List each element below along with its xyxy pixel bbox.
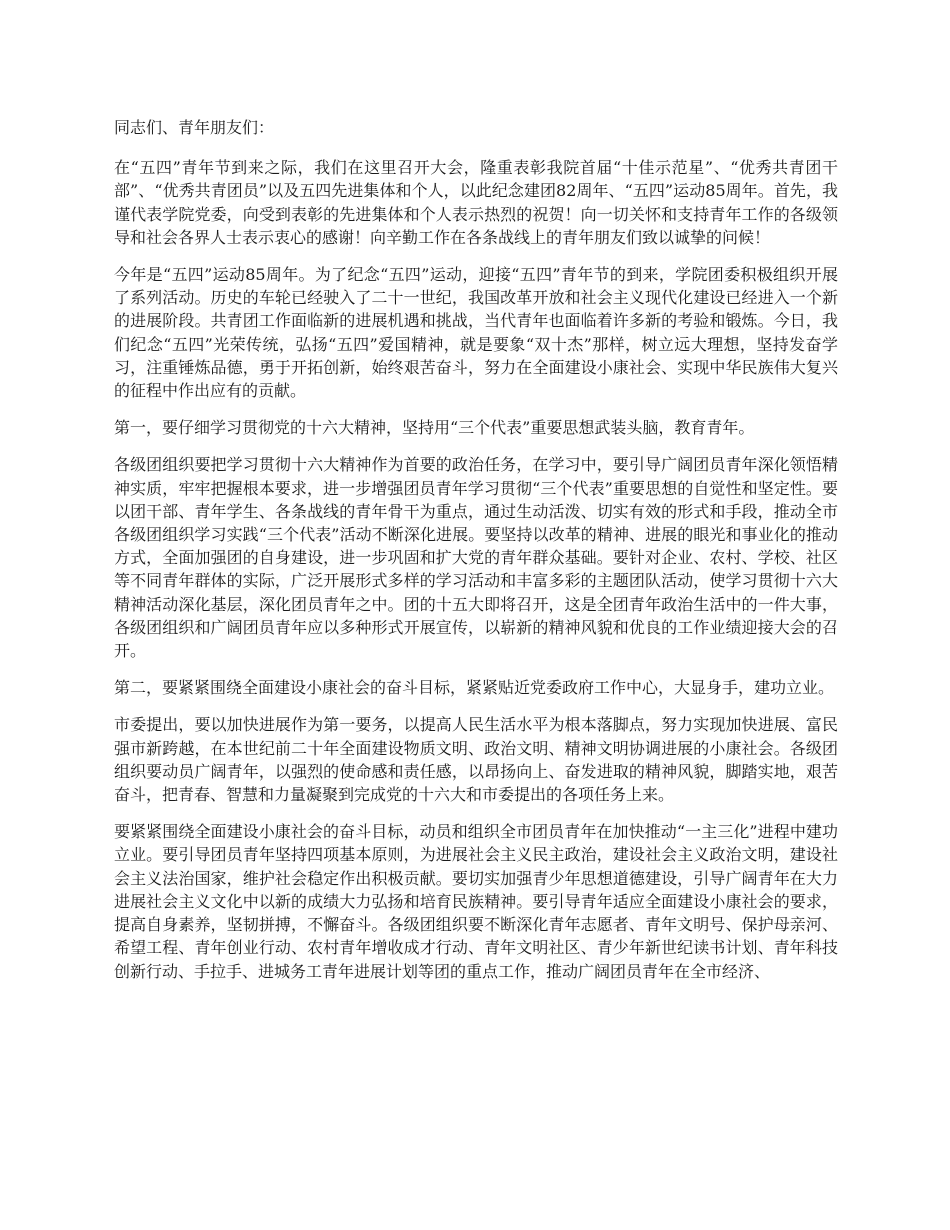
paragraph-5: 第二，要紧紧围绕全面建设小康社会的奋斗目标，紧紧贴近党委政府工作中心，大显身手，建功立业。 (114, 678, 835, 698)
paragraph-4: 各级团组织要把学习贯彻十六大精神作为首要的政治任务，在学习中，要引导广阔团员青年深化领悟精神实质，牢牢把握根本要求，进一步增强团员青年学习贯彻“三个代表”重要思想的自觉性和坚定性。要以团干部、青年学生、各条战线的青年骨干为重点，通过生动活泼、切实有效的形式和手段，推动全市各级团组织学习实践“三个代表”活动不断深化进展。要坚持以改革的精神、进展的眼光和事业化的推动方式，全面加强团的自身建设，进一步巩固和扩大党的青年群众基础。要针对企业、农村、学校、社区等不同青年群体的实际，广泛开展形式多样的学习活动和丰富多彩的主题团队活动，使学习贯彻十六大精神活动深化基层，深化团员青年之中。团的十五大即将召开，这是全团青年政治生活中的一件大事，各级团组织和广阔团员青年应以多种形式开展宣传，以崭新的精神风貌和优良的工作业绩迎接大会的召开。 (114, 455, 838, 661)
paragraph-6: 市委提出，要以加快进展作为第一要务，以提高人民生活水平为根本落脚点，努力实现加快进展、富民强市新跨越，在本世纪前二十年全面建设物质文明、政治文明、精神文明协调进展的小康社会。各级团组织要动员广阔青年，以强烈的使命感和责任感，以昂扬向上、奋发进取的精神风貌，脚踏实地，艰苦奋斗，把青春、智慧和力量凝聚到完成党的十六大和市委提出的各项任务上来。 (114, 715, 838, 805)
document-body (114, 116, 838, 997)
paragraph-3: 第一，要仔细学习贯彻党的十六大精神，坚持用“三个代表”重要思想武装头脑，教育青年。 (114, 418, 755, 438)
paragraph-2: 今年是“五四”运动85周年。为了纪念“五四”运动，迎接“五四”青年节的到来，学院团委积极组织开展了系列活动。历史的车轮已经驶入了二十一世纪，我国改革开放和社会主义现代化建设已经进入一个新的进展阶段。共青团工作面临新的进展机遇和挑战，当代青年也面临着许多新的考验和锻炼。今日，我们纪念“五四”光荣传统，弘扬“五四”爱国精神，就是要象“双十杰”那样，树立远大理想，坚持发奋学习，注重锤炼品德，勇于开拓创新，始终艰苦奋斗，努力在全面建设小康社会、实现中华民族伟大复兴的征程中作出应有的贡献。 (114, 265, 838, 401)
paragraph-7: 要紧紧围绕全面建设小康社会的奋斗目标，动员和组织全市团员青年在加快推动“一主三化”进程中建功立业。要引导团员青年坚持四项基本原则，为进展社会主义民主政治，建设社会主义政治文明，建设社会主义法治国家，维护社会稳定作出积极贡献。要切实加强青少年思想道德建设，引导广阔青年在大力进展社会主义文化中以新的成绩大力弘扬和培育民族精神。要引导青年适应全面建设小康社会的要求，提高自身素养，坚韧拼搏，不懈奋斗。各级团组织要不断深化青年志愿者、青年文明号、保护母亲河、希望工程、青年创业行动、农村青年增收成才行动、青年文明社区、青少年新世纪读书计划、青年科技创新行动、手拉手、进城务工青年进展计划等团的重点工作，推动广阔团员青年在全市经济、 (114, 822, 838, 981)
salutation: 同志们、青年朋友们： (114, 118, 275, 137)
paragraph-1: 在“五四”青年节到来之际，我们在这里召开大会，隆重表彰我院首届“十佳示范星”、“优秀共青团干部”、“优秀共青团员”以及五四先进集体和个人，以此纪念建团82周年、“五四”运动85周年。首先，我谨代表学院党委，向受到表彰的先进集体和个人表示热烈的祝贺！向一切关怀和支持青年工作的各级领导和社会各界人士表示衷心的感谢！向辛勤工作在各条战线上的青年朋友们致以诚挚的问候！ (114, 158, 838, 247)
